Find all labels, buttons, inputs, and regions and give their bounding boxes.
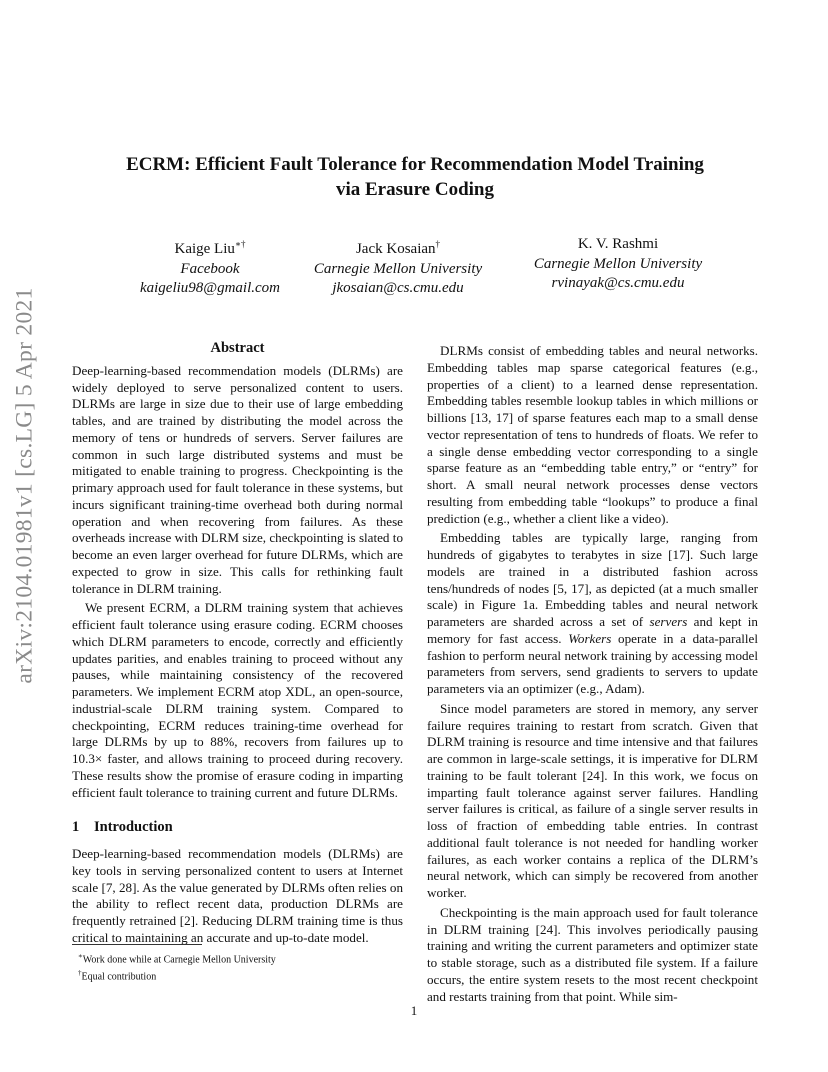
emphasis-workers: Workers xyxy=(568,630,612,646)
author-affiliation: Facebook xyxy=(180,260,240,277)
emphasis-servers: servers xyxy=(649,614,688,629)
paragraph-text: and kept in memory for fast access. xyxy=(427,614,758,646)
intro-paragraph-1: Deep-learning-based recommendation models (DLRMs) are key tools in serving personalized content to users at Internet scale [7, 28]. As the value generated by DLRMs often relies on the ability to reflect recent data, production DLRMs are frequently retrained [2]. Reducing DLRM training time is thus critical to maintaining an accurate and up-to-date model. xyxy=(72,846,403,945)
author-name: K. V. Rashmi xyxy=(577,236,659,252)
paper-title xyxy=(70,152,760,202)
right-column xyxy=(427,343,758,1005)
author-marks: ∗† xyxy=(234,239,246,249)
body-paragraph-3: Since model parameters are stored in memory, any server failure requires training to restart from scratch. Given that DLRM training is resource and time intensive and that failures are common in large-scale settings, it is imperative for DLRM training to be fault tolerant [24]. In this work, we focus on imparting fault tolerance against server failures. Handling server failures is critical, as failure of a single server results in loss of fraction of embedding table entries. In contrast additional fault tolerance is not needed for handling worker failures, as each worker contains a replica of the DLRM’s neural network, which can simply be recovered from another worker. xyxy=(427,700,758,900)
arxiv-stamp-text: arXiv:2104.01981v1 [cs.LG] 5 Apr 2021 xyxy=(11,286,38,684)
author-email: rvinayak@cs.cmu.edu xyxy=(551,275,685,291)
author-marks: † xyxy=(435,239,441,249)
author-email: kaigeliu98@gmail.com xyxy=(139,280,281,296)
section-title: Introduction xyxy=(94,819,173,836)
left-column xyxy=(72,340,403,947)
abstract-paragraph-1: Deep-learning-based recommendation models (DLRMs) are widely deployed to serve personalized content to users. DLRMs are large in size due to their use of large embedding tables, and are trained by distributing the model across the memory of tens or hundreds of servers. Server failures are common in such large distributed systems and must be mitigated to enable training to progress. Checkpointing is the primary approach used for fault tolerance in these systems, but incurs significant training-time overhead both during normal operation and when recovering from failures. As these overheads increase with DLRM size, checkpointing is slated to become an even larger overhead for future DLRMs, which are expected to grow in size. This calls for rethinking fault tolerance in DLRM training. xyxy=(72,362,403,596)
abstract-heading: Abstract xyxy=(210,340,265,356)
section-heading-introduction xyxy=(72,819,403,836)
author-email: jkosaian@cs.cmu.edu xyxy=(332,280,464,296)
section-number: 1 xyxy=(72,819,80,836)
arxiv-stamp xyxy=(3,286,47,684)
author-rashmi xyxy=(508,235,728,294)
title-line-2: via Erasure Coding xyxy=(335,179,494,200)
body-paragraph-1: DLRMs consist of embedding tables and neural networks. Embedding tables map sparse categorical features (e.g., properties of a client) to a learned dense representation. Embedding tables resemble lookup tables in which millions or billions [13, 17] of sparse features each map to a small dense vector representation of tens to hundreds of floats. We refer to a single dense embedding vector corresponding to a single sparse feature as an “embedding table entry,” or “entry” for short. A small neural network processes dense vectors resulting from embedding table “lookups” to produce a final prediction (e.g., whether a client like a video). xyxy=(427,343,758,526)
author-name: Kaige Liu xyxy=(174,241,235,257)
footnote-2 xyxy=(72,967,403,984)
abstract-paragraph-2: We present ECRM, a DLRM training system that achieves efficient fault tolerance using erasure coding. ECRM chooses which DLRM parameters to encode, correctly and efficiently updates parities, and enables training to proceed without any pauses, while maintaining consistency of the recovered parameters. We implement ECRM atop XDL, an open-source, industrial-scale DLRM training system. Compared to checkpointing, ECRM reduces training-time overhead for large DLRMs by up to 88%, recovers from failures up to 10.3× faster, and allows training to proceed during recovery. These results show the promise of erasure coding in imparting efficient fault tolerance to training current and future DLRMs. xyxy=(72,600,403,800)
footnote-1 xyxy=(72,950,403,967)
footnote-text: Work done while at Carnegie Mellon University xyxy=(82,954,276,966)
footnote-mark: ∗ xyxy=(78,952,83,960)
author-affiliation: Carnegie Mellon University xyxy=(313,260,483,277)
author-name: Jack Kosaian xyxy=(355,241,436,257)
author-affiliation: Carnegie Mellon University xyxy=(533,255,703,272)
title-line-1: ECRM: Efficient Fault Tolerance for Recommendation Model Training xyxy=(126,154,704,175)
author-kosaian xyxy=(288,235,508,299)
footnotes xyxy=(72,944,403,984)
body-paragraph-4: Checkpointing is the main approach used for fault tolerance in DLRM training [24]. This involves periodically pausing training and writing the current parameters and optimizer state to stable storage, such as a distributed file system. If a failure occurs, the entire system resets to the most recent checkpoint and restarts training from that point. While sim- xyxy=(427,904,758,1004)
page-number: 1 xyxy=(410,1003,418,1018)
body-paragraph-2 xyxy=(427,530,758,698)
paragraph-text: operate in a data-parallel fashion to perform neural network training by accessing model parameters from servers, send gradients to servers to update parameters via an optimizer (e.g., Adam). xyxy=(427,630,758,696)
footnote-rule xyxy=(72,944,202,945)
footnote-text: Equal contribution xyxy=(81,971,157,983)
paragraph-text: Embedding tables are typically large, ranging from hundreds of gigabytes to terabytes in size [17]. Such large models are trained in a distributed fashion across tens/hundreds of nodes [5, 17], as depicted (at a much smaller scale) in Figure 1a. Embedding tables and neural network parameters are sharded across a set of xyxy=(427,530,758,629)
author-liu xyxy=(100,235,320,299)
footnote-mark: † xyxy=(78,968,82,977)
